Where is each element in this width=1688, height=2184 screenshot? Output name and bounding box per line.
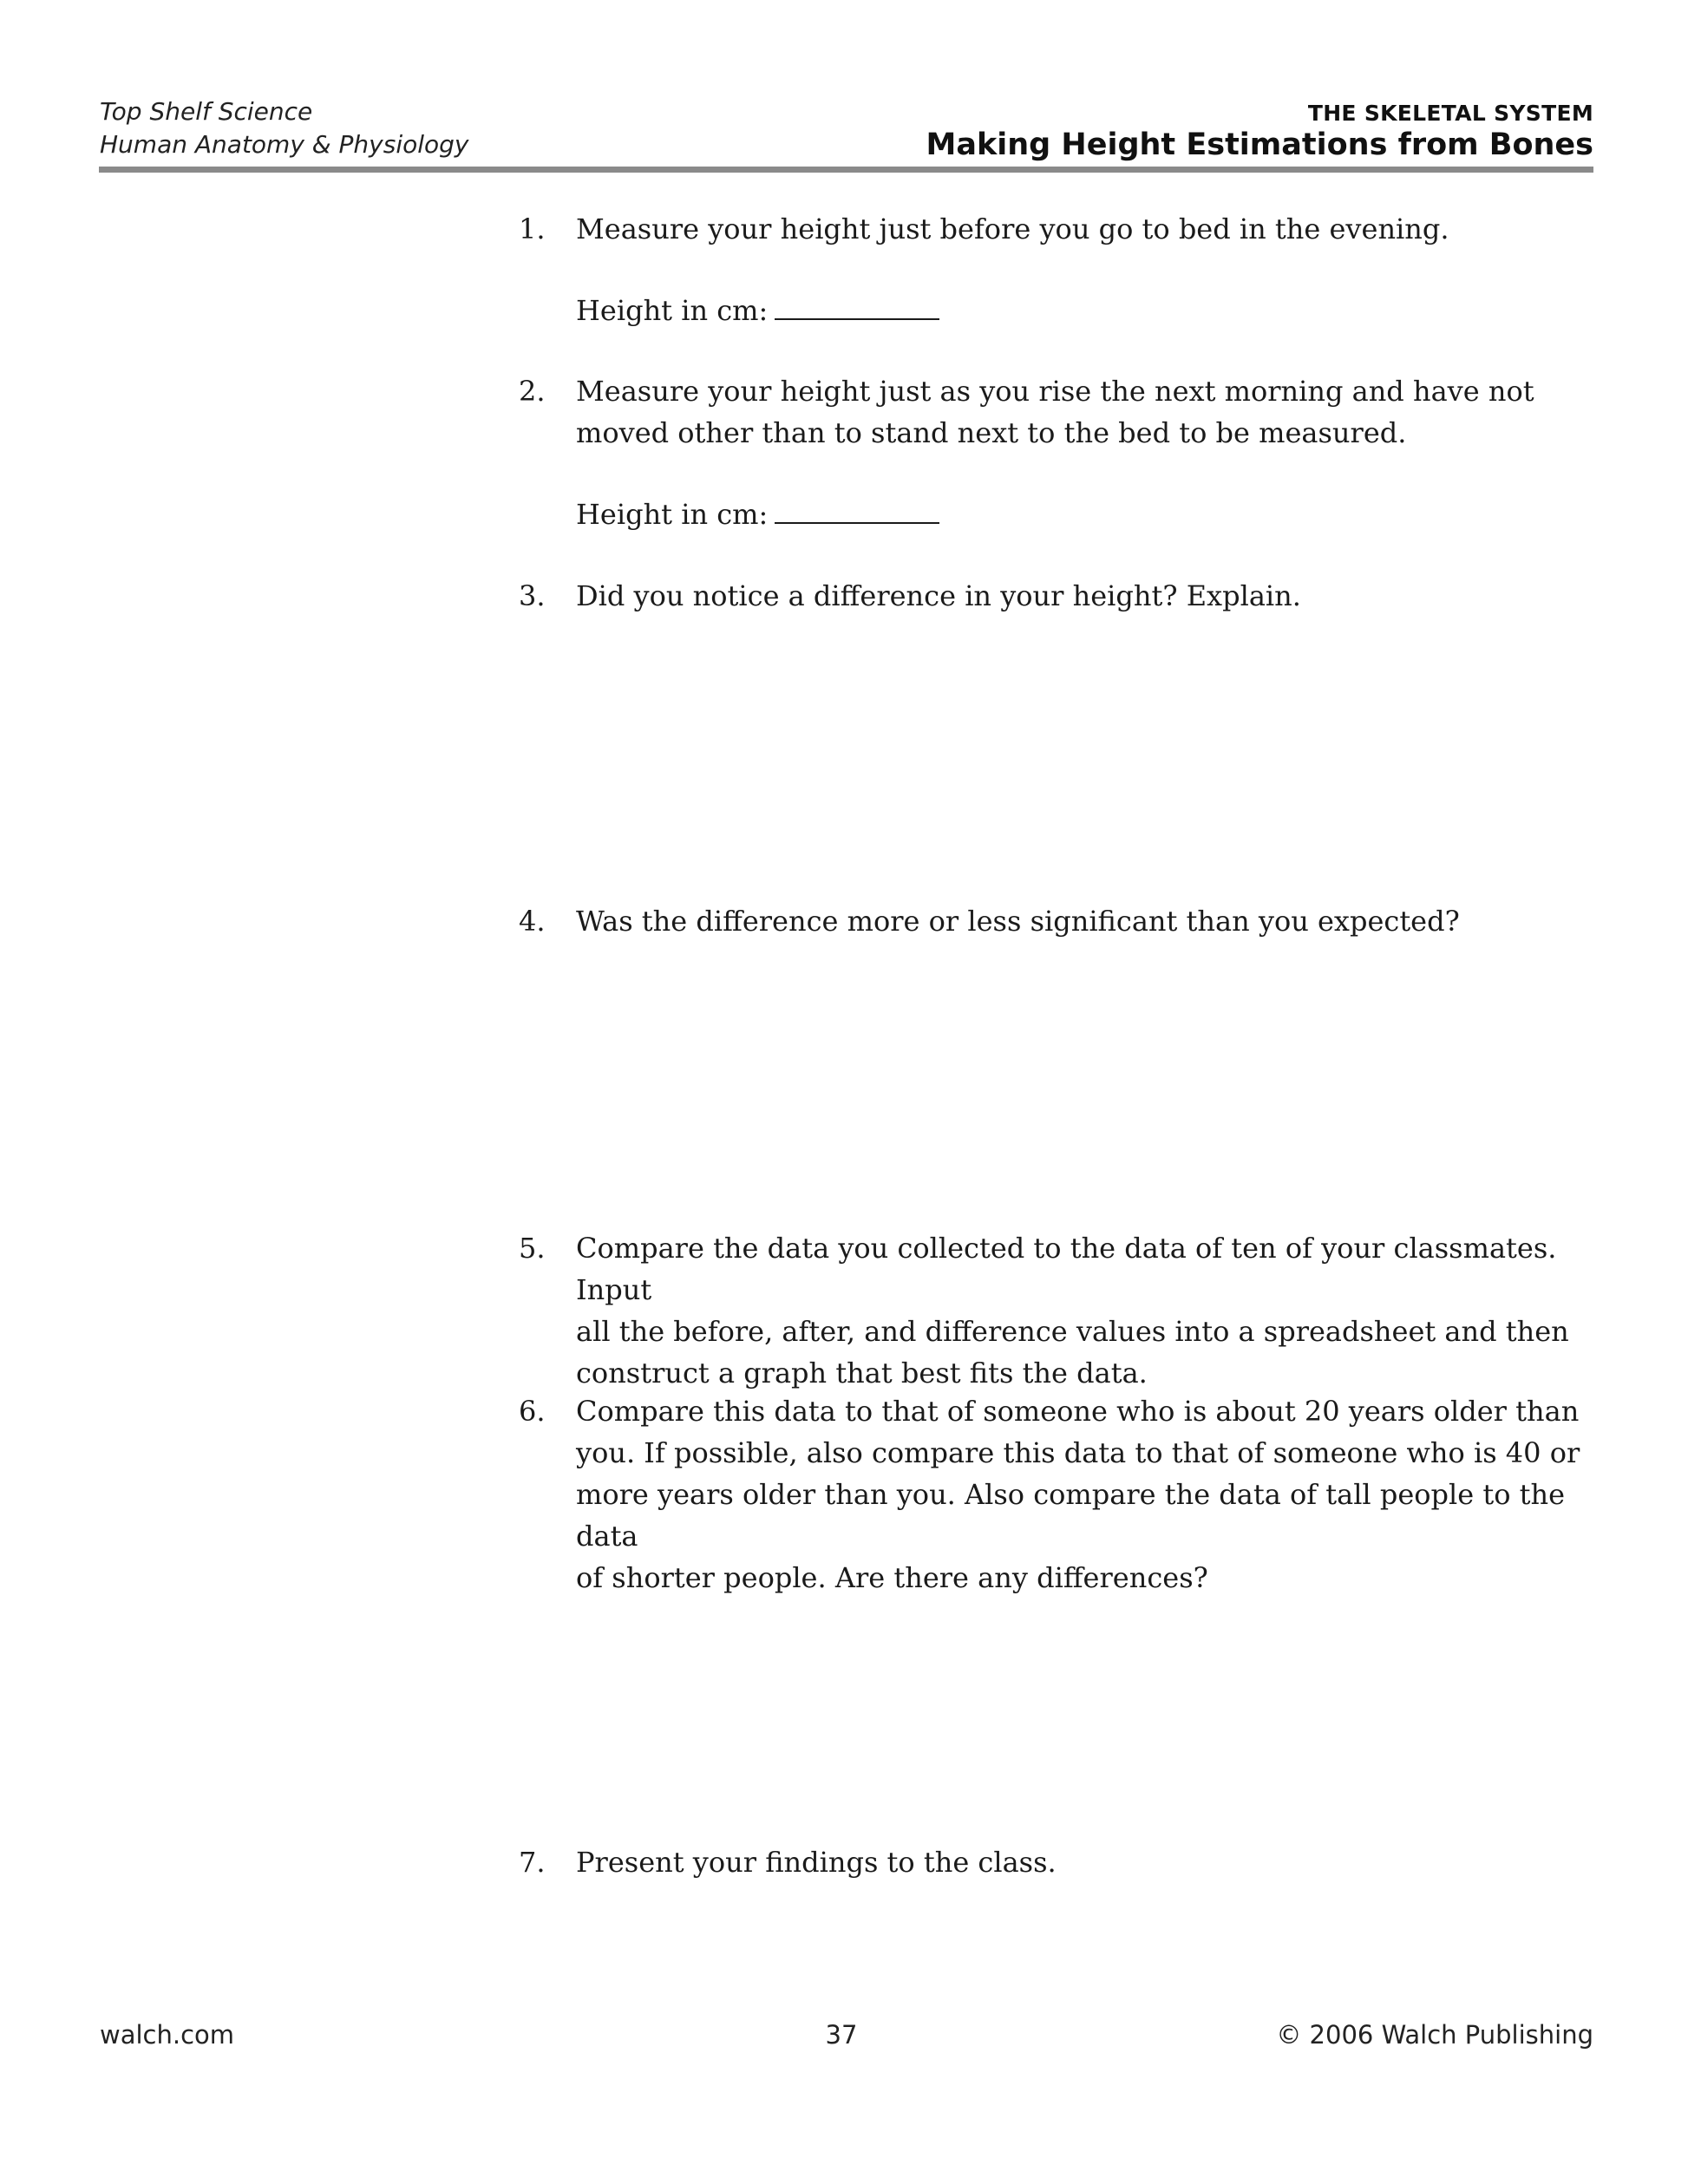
page-number: 37 — [825, 2020, 858, 2050]
question-text — [576, 1390, 1608, 1599]
question-5 — [519, 1227, 1603, 1394]
question-text-line: construct a graph that best fits the data. — [576, 1357, 1148, 1390]
series-title: Top Shelf Science — [100, 97, 313, 126]
question-text — [576, 1227, 1608, 1394]
question-number: 3. — [519, 579, 546, 612]
header-rule — [99, 167, 1593, 173]
height-answer-line — [576, 290, 939, 331]
question-number: 7. — [519, 1846, 546, 1879]
question-4 — [519, 900, 1603, 942]
question-number: 6. — [519, 1395, 546, 1428]
question-text: Was the difference more or less significant than you expected? — [576, 905, 1460, 938]
blank-label: Height in cm: — [576, 498, 769, 531]
question-text-line: all the before, after, and difference values into a spreadsheet and then — [576, 1315, 1569, 1348]
question-2 — [519, 370, 1603, 531]
page-title: Making Height Estimations from Bones — [926, 128, 1593, 162]
question-1 — [519, 208, 1603, 327]
question-text-line: you. If possible, also compare this data to that of someone who is 40 or — [576, 1436, 1580, 1469]
question-text-line: of shorter people. Are there any differences? — [576, 1561, 1208, 1594]
question-number: 4. — [519, 905, 546, 938]
answer-blank[interactable] — [775, 496, 939, 524]
question-text-line: Compare the data you collected to the data of ten of your classmates. Input — [576, 1232, 1557, 1306]
question-number: 1. — [519, 213, 546, 245]
question-number: 2. — [519, 375, 546, 408]
question-3 — [519, 575, 1603, 617]
section-title: THE SKELETAL SYSTEM — [1307, 101, 1593, 126]
question-text — [576, 370, 1608, 454]
question-text: Measure your height just before you go to bed in the evening. — [576, 213, 1449, 245]
height-answer-line — [576, 494, 939, 535]
footer-website: walch.com — [100, 2020, 235, 2050]
answer-blank[interactable] — [775, 292, 939, 320]
question-7 — [519, 1841, 1603, 1883]
question-text-line: Measure your height just as you rise the next morning and have not — [576, 375, 1534, 408]
course-title: Human Anatomy & Physiology — [100, 130, 469, 159]
question-6 — [519, 1390, 1603, 1599]
blank-label: Height in cm: — [576, 294, 769, 327]
question-text: Did you notice a difference in your height? Explain. — [576, 579, 1301, 612]
question-text: Present your findings to the class. — [576, 1846, 1057, 1879]
question-text-line: Compare this data to that of someone who is about 20 years older than — [576, 1395, 1580, 1428]
question-number: 5. — [519, 1232, 546, 1265]
running-header-left — [100, 95, 468, 161]
footer-copyright: © 2006 Walch Publishing — [1276, 2020, 1593, 2050]
question-text-line: moved other than to stand next to the bed to be measured. — [576, 416, 1407, 449]
running-header-right — [926, 101, 1593, 163]
question-text-line: more years older than you. Also compare the data of tall people to the data — [576, 1478, 1566, 1553]
